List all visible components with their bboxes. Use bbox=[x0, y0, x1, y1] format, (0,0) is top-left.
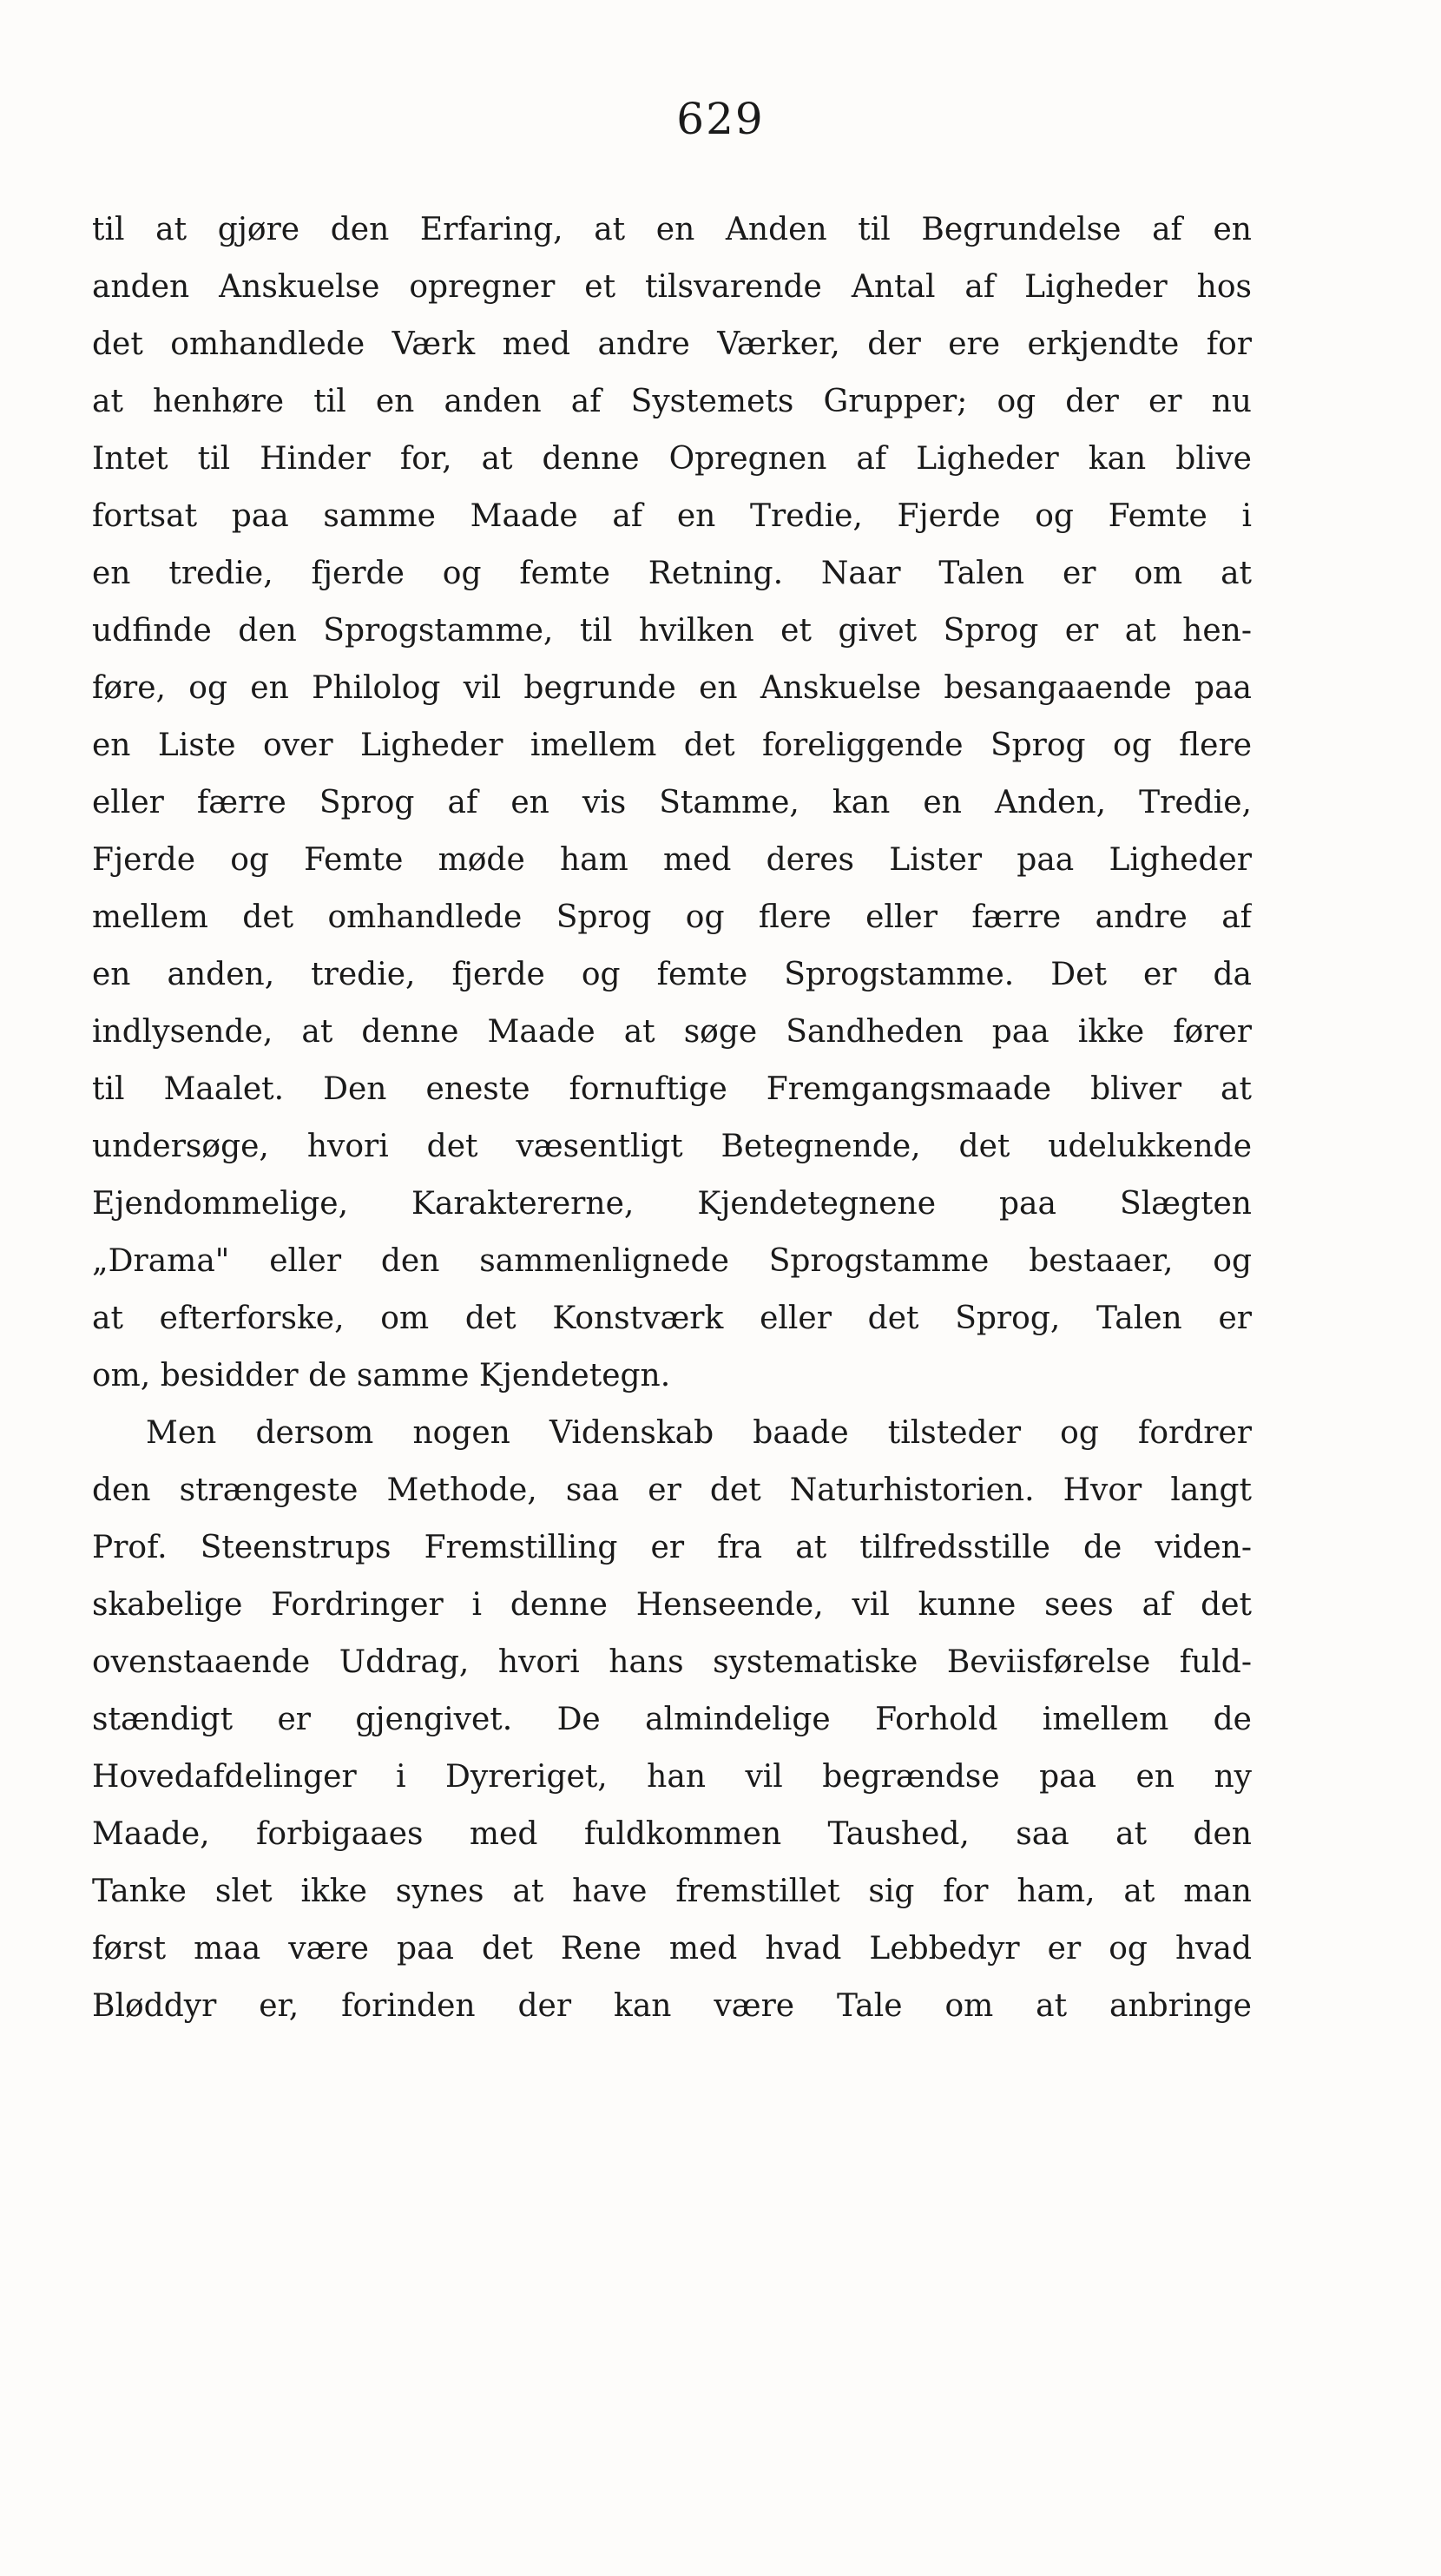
text-line: til Maalet. Den eneste fornuftige Fremgangsmaade bliver at bbox=[92, 1071, 1252, 1107]
text-line: indlysende, at denne Maade at søge Sandheden paa ikke fører bbox=[92, 1014, 1252, 1050]
text-line: skabelige Fordringer i denne Henseende, vil kunne sees af det bbox=[92, 1587, 1252, 1623]
text-line: en Liste over Ligheder imellem det foreliggende Sprog og flere bbox=[92, 728, 1252, 763]
text-line: Men dersom nogen Videnskab baade tilsteder og fordrer bbox=[146, 1415, 1252, 1451]
text-line: anden Anskuelse opregner et tilsvarende Antal af Ligheder hos bbox=[92, 269, 1252, 305]
text-line: det omhandlede Værk med andre Værker, der ere erkjendte for bbox=[92, 326, 1252, 362]
text-line: Prof. Steenstrups Fremstilling er fra at tilfredsstille de viden- bbox=[92, 1530, 1252, 1565]
text-line: om, besidder de samme Kjendetegn. bbox=[92, 1358, 671, 1393]
text-line: fortsat paa samme Maade af en Tredie, Fjerde og Femte i bbox=[92, 498, 1252, 534]
page-number: 629 bbox=[676, 94, 765, 144]
text-line: en tredie, fjerde og femte Retning. Naar Talen er om at bbox=[92, 556, 1252, 591]
text-line: Tanke slet ikke synes at have fremstillet sig for ham, at man bbox=[92, 1874, 1252, 1909]
text-line: den strængeste Methode, saa er det Naturhistorien. Hvor langt bbox=[92, 1472, 1252, 1508]
text-line: en anden, tredie, fjerde og femte Sprogstamme. Det er da bbox=[92, 957, 1252, 992]
text-line: til at gjøre den Erfaring, at en Anden til Begrundelse af en bbox=[92, 212, 1252, 247]
text-line: Intet til Hinder for, at denne Opregnen af Ligheder kan blive bbox=[92, 441, 1252, 477]
text-line: „Drama" eller den sammenlignede Sprogstamme bestaaer, og bbox=[92, 1243, 1252, 1279]
text-line: at henhøre til en anden af Systemets Grupper; og der er nu bbox=[92, 384, 1252, 419]
text-line: Fjerde og Femte møde ham med deres Lister paa Ligheder bbox=[92, 842, 1252, 878]
text-line: ovenstaaende Uddrag, hvori hans systematiske Beviisførelse fuld- bbox=[92, 1644, 1252, 1680]
text-line: først maa være paa det Rene med hvad Lebbedyr er og hvad bbox=[92, 1931, 1252, 1967]
text-line: Ejendommelige, Karaktererne, Kjendetegnene paa Slægten bbox=[92, 1186, 1252, 1222]
text-line: eller færre Sprog af en vis Stamme, kan en Anden, Tredie, bbox=[92, 785, 1252, 820]
text-line: Maade, forbigaaes med fuldkommen Taushed, saa at den bbox=[92, 1816, 1252, 1852]
text-line: føre, og en Philolog vil begrunde en Anskuelse besangaaende paa bbox=[92, 670, 1252, 706]
text-line: Bløddyr er, forinden der kan være Tale om at anbringe bbox=[92, 1988, 1252, 2024]
text-line: mellem det omhandlede Sprog og flere eller færre andre af bbox=[92, 899, 1252, 935]
text-line: Hovedafdelinger i Dyreriget, han vil begrændse paa en ny bbox=[92, 1759, 1252, 1795]
text-line: udfinde den Sprogstamme, til hvilken et givet Sprog er at hen- bbox=[92, 613, 1252, 649]
text-line: at efterforske, om det Konstværk eller det Sprog, Talen er bbox=[92, 1301, 1252, 1336]
text-line: stændigt er gjengivet. De almindelige Forhold imellem de bbox=[92, 1702, 1252, 1737]
text-line: undersøge, hvori det væsentligt Betegnende, det udelukkende bbox=[92, 1129, 1252, 1164]
body-text bbox=[92, 201, 1252, 2035]
